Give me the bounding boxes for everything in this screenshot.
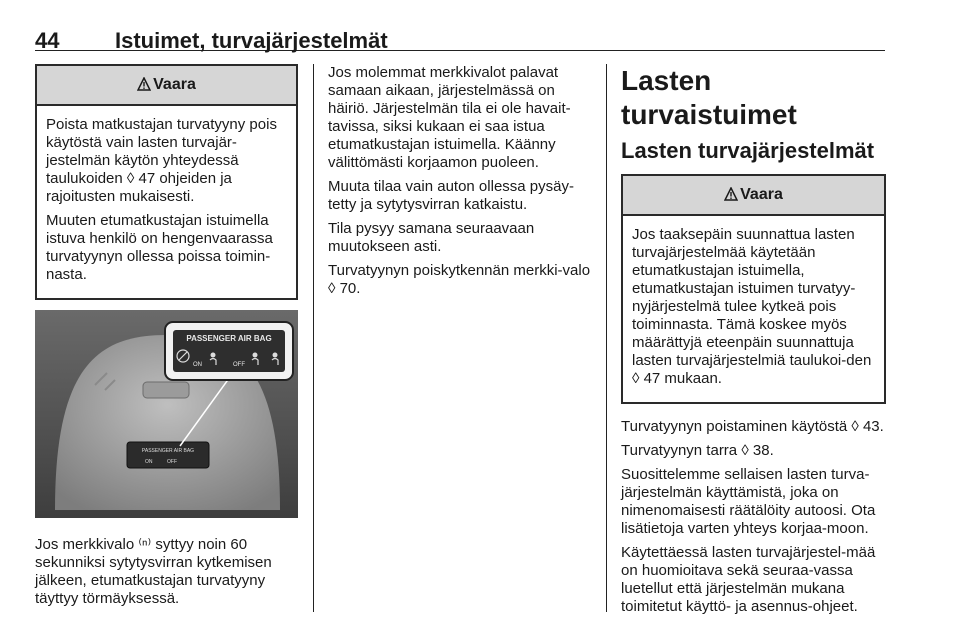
off-label: OFF <box>233 362 245 368</box>
column-divider <box>313 64 314 612</box>
body-paragraph: Turvatyynyn tarra ◊ 38. <box>621 442 774 459</box>
warning-body <box>37 106 296 298</box>
small-panel-title: PASSENGER AIR BAG <box>141 448 195 454</box>
warning-paragraph: Poista matkustajan turvatyyny pois käytöstä vain lasten turvajär-jestelmän käytön yhteydessä taulukoiden ◊ 47 ohjeiden ja rajoitusten mukaisesti. <box>46 116 277 205</box>
chapter-title: Istuimet, turvajärjestelmät <box>115 28 388 53</box>
small-off-label: OFF <box>167 459 177 465</box>
on-label: ON <box>193 362 202 368</box>
warning-body <box>623 216 884 402</box>
body-paragraph: Turvatyynyn poiskytkennän merkki-valo ◊ 70. <box>328 262 591 297</box>
warning-header <box>37 66 296 106</box>
right-column <box>621 64 886 622</box>
body-paragraph: Suosittelemme sellaisen lasten turva-järjestelmän käyttämistä, joka on nimenomaisesti räätälöity autoosi. Ota lisätietoja varten yhteys korjaa-moon. <box>621 466 876 537</box>
passenger-airbag-off-icon <box>253 353 258 358</box>
section-title: Lasten turvaistuimet <box>621 65 797 130</box>
subsection-title: Lasten turvajärjestelmät <box>621 138 875 163</box>
body-paragraph: Turvatyynyn poistaminen käytöstä ◊ 43. <box>621 418 884 435</box>
panel-title: PASSENGER AIR BAG <box>186 334 272 343</box>
warning-box <box>621 174 886 404</box>
airbag-indicator-photo <box>35 310 298 518</box>
small-on-label: ON <box>145 459 153 465</box>
page-number: 44 <box>35 28 60 53</box>
warning-paragraph: Jos taaksepäin suunnattua lasten turvajärjestelmää käytetään etumatkustajan istuimella, etumatkustajan istuimen turvatyy-nyjärjestelmä tulee kytkeä pois toiminnasta. Tämä koskee myös määrättyjä eteenpäin suunnattuja lasten turvajärjestelmiä taulukoi-den ◊ 47 mukaan. <box>632 226 872 387</box>
warning-title: Vaara <box>153 76 196 93</box>
warning-header <box>623 176 884 216</box>
page-header <box>35 14 885 51</box>
left-column <box>35 64 298 614</box>
body-paragraph: Muuta tilaa vain auton ollessa pysäy-tetty ja sytytysvirran katkaistu. <box>328 178 574 213</box>
warning-icon <box>137 77 151 91</box>
photo-caption-block <box>35 536 298 608</box>
body-paragraph: Käytettäessä lasten turvajärjestel-mää on huomioitava sekä seuraa-vassa luetellut että järjestelmän mukana toimitetut käyttö- ja asennus-ohjeet. <box>621 544 876 615</box>
body-paragraph: Tila pysyy samana seuraavaan muutokseen asti. <box>328 220 535 255</box>
photo-caption: Jos merkkivalo ⁽ⁿ⁾ syttyy noin 60 sekunniksi sytytysvirran kytkemisen jälkeen, etumatkustajan turvatyyny täyttyy törmäyksessä. <box>35 536 272 607</box>
warning-box <box>35 64 298 300</box>
warning-paragraph: Muuten etumatkustajan istuimella istuva henkilö on hengenvaarassa turvatyynyn ollessa poissa toimin-nasta. <box>46 212 273 283</box>
warning-icon <box>724 187 738 201</box>
column-divider <box>606 64 607 612</box>
warning-title: Vaara <box>740 186 783 203</box>
body-paragraph: Jos molemmat merkkivalot palavat samaan aikaan, järjestelmässä on häiriö. Järjestelmän tila ei ole havait-tavissa, siksi kukaan ei saa istua etumatkustajan istuimella. Käänny välittömästi korjaamon puoleen. <box>328 64 571 171</box>
passenger-airbag-on-icon <box>211 353 216 358</box>
middle-column <box>328 64 593 304</box>
seat-occupancy-icon <box>273 353 278 358</box>
